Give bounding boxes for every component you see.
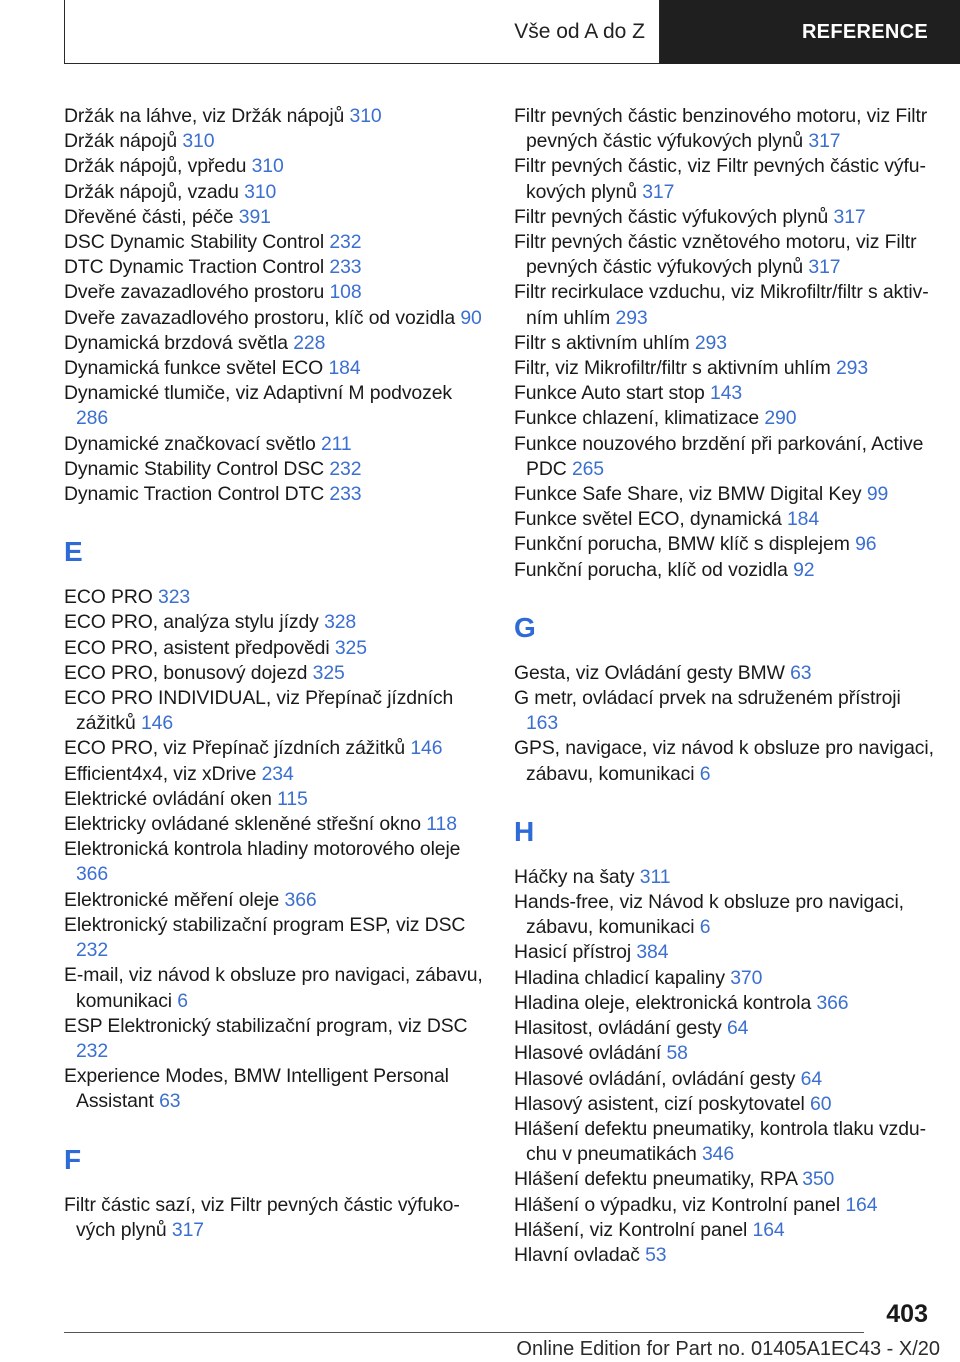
index-entry bbox=[514, 205, 934, 230]
index-entry-text: DSC Dynamic Stability Control bbox=[64, 231, 325, 254]
index-entry bbox=[514, 966, 934, 991]
index-entry bbox=[64, 154, 484, 179]
index-entry-text: Dřevěné části, péče bbox=[64, 205, 234, 228]
index-page-link[interactable]: 92 bbox=[793, 558, 815, 581]
index-entry-text: Filtr pevných částic vznětového motoru, viz Filtr pevných částic výfukových plynů bbox=[514, 231, 917, 279]
index-entry bbox=[514, 331, 934, 356]
index-page-link[interactable]: 346 bbox=[701, 1143, 735, 1166]
index-entry-text: Držák nápojů, vzadu bbox=[64, 180, 239, 203]
index-entry-text: Elektronické měření oleje bbox=[64, 888, 280, 911]
index-entry bbox=[64, 1193, 484, 1243]
index-entry-text: Elektronická kontrola hladiny motorového oleje bbox=[64, 838, 461, 861]
index-page-link[interactable]: 265 bbox=[571, 457, 604, 480]
index-entry bbox=[64, 736, 484, 761]
index-entry-text: Držák nápojů bbox=[64, 130, 178, 153]
index-entry bbox=[64, 1014, 484, 1064]
index-page-link[interactable]: 146 bbox=[410, 737, 443, 760]
index-page-link[interactable]: 317 bbox=[642, 180, 675, 203]
index-entry-text: Dynamic Stability Control DSC bbox=[64, 457, 325, 480]
index-entry-text: E-mail, viz návod k obsluze pro navigaci, zábavu, komunikaci bbox=[64, 964, 483, 1012]
index-entry-text: Elektricky ovládané skleněné střešní okno bbox=[64, 813, 421, 836]
index-page-link[interactable]: 310 bbox=[244, 180, 277, 203]
index-entry-text: Dynamické značkovací světlo bbox=[64, 432, 316, 455]
index-entry-text: Filtr částic sazí, viz Filtr pevných částic výfukových plynů bbox=[64, 1193, 460, 1241]
index-page-link[interactable]: 366 bbox=[76, 863, 109, 886]
index-entry-text: ECO PRO, bonusový dojezd bbox=[64, 661, 308, 684]
index-entry bbox=[514, 507, 934, 532]
index-page-link[interactable]: 99 bbox=[866, 483, 889, 506]
index-entry-text: Funkční porucha, klíč od vozidla bbox=[514, 558, 788, 581]
index-entry bbox=[514, 1193, 934, 1218]
index-letter-heading: F bbox=[64, 1143, 82, 1175]
index-entry-text: ECO PRO INDIVIDUAL, viz Přepínač jízdních zážitků bbox=[64, 687, 454, 735]
index-entry bbox=[64, 812, 484, 837]
section-title: Vše od A do Z bbox=[64, 0, 660, 64]
index-page-link[interactable]: 233 bbox=[329, 256, 362, 279]
index-entry-text: Filtr recirkulace vzduchu, viz Mikrofiltr/filtr s aktivním uhlím bbox=[514, 281, 929, 329]
index-entry-text: Elektronický stabilizační program ESP, viz DSC bbox=[64, 913, 466, 936]
index-page-link[interactable]: 232 bbox=[76, 1039, 109, 1062]
index-entry bbox=[514, 356, 934, 381]
index-page-link[interactable]: 293 bbox=[835, 357, 869, 380]
index-entry bbox=[514, 1167, 934, 1192]
index-page-link[interactable]: 53 bbox=[645, 1243, 667, 1266]
index-entry-text: DTC Dynamic Traction Control bbox=[64, 256, 325, 279]
index-entry-text: Hlášení o výpadku, viz Kontrolní panel bbox=[514, 1193, 841, 1216]
index-entry-text: Hlášení defektu pneumatiky, RPA bbox=[514, 1168, 797, 1191]
index-entry bbox=[514, 1041, 934, 1066]
index-entry bbox=[64, 585, 484, 610]
index-entry bbox=[64, 837, 484, 887]
index-page-link[interactable]: 366 bbox=[284, 888, 317, 911]
index-page-link[interactable]: 290 bbox=[764, 407, 797, 430]
index-page-link[interactable]: 6 bbox=[699, 916, 711, 939]
index-entry-text: Hlášení defektu pneumatiky, kontrola tlaku vzduchu v pneumatikách bbox=[514, 1117, 927, 1166]
index-entry bbox=[514, 104, 934, 154]
index-entry-text: Háčky na šaty bbox=[514, 865, 635, 888]
index-entry-text: Dveře zavazadlového prostoru bbox=[64, 281, 325, 304]
index-entry bbox=[64, 1064, 484, 1114]
index-entry bbox=[64, 255, 484, 280]
index-entry bbox=[64, 230, 484, 255]
index-entry-text: G metr, ovládací prvek na sdruženém přístroji bbox=[514, 687, 901, 710]
index-entry bbox=[64, 306, 484, 331]
index-entry-text: Funkce Auto start stop bbox=[514, 382, 705, 405]
index-entry bbox=[514, 991, 934, 1016]
index-page-link[interactable]: 163 bbox=[526, 712, 559, 735]
index-entry-text: Elektrické ovládání oken bbox=[64, 787, 272, 810]
index-page-link[interactable]: 366 bbox=[816, 991, 849, 1014]
index-column-right bbox=[514, 104, 934, 1268]
index-letter-heading: H bbox=[514, 815, 535, 847]
index-entry bbox=[64, 205, 484, 230]
footer bbox=[0, 1336, 960, 1362]
index-entry-text: Hlášení, viz Kontrolní panel bbox=[514, 1218, 748, 1241]
index-page-link[interactable]: 228 bbox=[293, 331, 326, 354]
index-page-link[interactable]: 143 bbox=[710, 382, 743, 405]
index-entry bbox=[64, 762, 484, 787]
index-entry-text: Filtr pevných částic výfukových plynů bbox=[514, 205, 829, 228]
index-page-link[interactable]: 96 bbox=[855, 533, 877, 556]
index-entry-text: ECO PRO, asistent předpovědi bbox=[64, 636, 330, 659]
index-entry-text: Funkce nouzového brzdění při parkování, Active PDC bbox=[514, 432, 924, 480]
index-entry-text: Hladina oleje, elektronická kontrola bbox=[514, 991, 812, 1014]
index-entry bbox=[514, 736, 934, 786]
index-entry bbox=[514, 1243, 934, 1268]
index-entry-text: Dynamické tlumiče, viz Adaptivní M podvozek bbox=[64, 382, 452, 405]
index-page-link[interactable]: 311 bbox=[639, 865, 671, 888]
index-entry-text: Dynamická brzdová světla bbox=[64, 331, 288, 354]
index-entry bbox=[64, 482, 484, 507]
index-entry bbox=[64, 180, 484, 205]
index-entry-text: Dveře zavazadlového prostoru, klíč od vozidla bbox=[64, 306, 456, 329]
page-header bbox=[64, 0, 960, 64]
index-entry bbox=[514, 865, 934, 890]
index-entry-text: Hlasitost, ovládání gesty bbox=[514, 1017, 722, 1040]
index-page-link[interactable]: 232 bbox=[76, 939, 109, 962]
index-page-link[interactable]: 211 bbox=[320, 432, 352, 455]
index-entry bbox=[514, 432, 934, 482]
index-page-link[interactable]: 317 bbox=[808, 256, 841, 279]
index-entry bbox=[64, 610, 484, 635]
index-page-link[interactable]: 323 bbox=[158, 586, 191, 609]
index-entry bbox=[64, 280, 484, 305]
page-number: 403 bbox=[886, 1300, 928, 1328]
index-page-link[interactable]: 370 bbox=[730, 966, 763, 989]
index-columns bbox=[64, 104, 934, 1268]
index-page-link[interactable]: 232 bbox=[329, 457, 362, 480]
index-entry-text: Hlasový asistent, cizí poskytovatel bbox=[514, 1092, 805, 1115]
index-entry bbox=[64, 787, 484, 812]
index-column-left bbox=[64, 104, 484, 1268]
index-entry bbox=[64, 356, 484, 381]
index-entry-text: Filtr pevných částic, viz Filtr pevných částic výfukových plynů bbox=[514, 155, 926, 203]
index-entry bbox=[514, 532, 934, 557]
index-entry bbox=[514, 1218, 934, 1243]
index-entry bbox=[514, 661, 934, 686]
footer-rule bbox=[64, 1332, 864, 1333]
index-page-link[interactable]: 286 bbox=[76, 407, 109, 430]
index-entry-text: Funkce chlazení, klimatizace bbox=[514, 407, 760, 430]
index-entry-text: Dynamic Traction Control DTC bbox=[64, 483, 325, 506]
index-page-link[interactable]: 310 bbox=[182, 130, 215, 153]
index-entry-text: Hlavní ovladač bbox=[514, 1243, 640, 1266]
index-page-link[interactable]: 184 bbox=[328, 357, 361, 380]
index-page-link[interactable]: 6 bbox=[699, 762, 711, 785]
index-entry bbox=[514, 1016, 934, 1041]
index-page-link[interactable]: 293 bbox=[615, 306, 648, 329]
index-page-link[interactable]: 60 bbox=[810, 1092, 832, 1115]
index-entry-text: Filtr s aktivním uhlím bbox=[514, 331, 690, 354]
index-page-link[interactable]: 146 bbox=[140, 712, 174, 735]
index-entry-text: ECO PRO bbox=[64, 586, 153, 609]
index-entry-text: Hlasové ovládání, ovládání gesty bbox=[514, 1067, 796, 1090]
index-entry bbox=[64, 381, 484, 431]
index-entry-text: Hlasové ovládání bbox=[514, 1042, 662, 1065]
index-entry bbox=[64, 661, 484, 686]
index-page-link[interactable]: 164 bbox=[752, 1218, 785, 1241]
index-page-link[interactable]: 328 bbox=[324, 611, 357, 634]
index-entry-text: Dynamická funkce světel ECO bbox=[64, 357, 324, 380]
index-entry bbox=[514, 280, 934, 330]
index-entry bbox=[514, 482, 934, 507]
index-entry bbox=[514, 406, 934, 431]
index-page-link[interactable]: 184 bbox=[787, 508, 820, 531]
index-page-link[interactable]: 63 bbox=[790, 661, 812, 684]
index-letter-heading: E bbox=[64, 536, 83, 568]
index-page-link[interactable]: 58 bbox=[666, 1042, 688, 1065]
index-page-link[interactable]: 384 bbox=[636, 941, 669, 964]
index-entry-text: Funkční porucha, BMW klíč s displejem bbox=[514, 533, 850, 556]
index-entry-text: ESP Elektronický stabilizační program, viz DSC bbox=[64, 1014, 468, 1037]
index-entry-text: Hands-free, viz Návod k obsluze pro navigaci, zábavu, komunikaci bbox=[514, 891, 904, 939]
index-entry-text: Hladina chladicí kapaliny bbox=[514, 966, 725, 989]
index-entry-text: Funkce Safe Share, viz BMW Digital Key bbox=[514, 483, 862, 506]
index-entry-text: Hasicí přístroj bbox=[514, 941, 632, 964]
chapter-title: REFERENCE bbox=[660, 0, 960, 64]
index-entry-text: Držák na láhve, viz Držák nápojů bbox=[64, 105, 345, 127]
index-page-link[interactable]: 64 bbox=[800, 1067, 823, 1090]
index-entry bbox=[514, 381, 934, 406]
index-page-link[interactable]: 233 bbox=[329, 483, 362, 506]
index-page-link[interactable]: 317 bbox=[833, 205, 866, 228]
index-entry bbox=[514, 154, 934, 204]
index-page-link[interactable]: 90 bbox=[460, 306, 482, 329]
index-entry bbox=[64, 104, 484, 129]
index-page-link[interactable]: 310 bbox=[349, 105, 382, 127]
index-entry bbox=[64, 129, 484, 154]
index-entry-text: ECO PRO, viz Přepínač jízdních zážitků bbox=[64, 737, 406, 760]
index-page-link[interactable]: 232 bbox=[329, 231, 362, 254]
index-page-link[interactable]: 325 bbox=[334, 636, 367, 659]
index-page-link[interactable]: 118 bbox=[426, 813, 457, 836]
index-entry bbox=[64, 888, 484, 913]
index-entry-text: Držák nápojů, vpředu bbox=[64, 155, 247, 178]
index-entry-text: Filtr pevných částic benzinového motoru, viz Filtr pevných částic výfukových plynů bbox=[514, 105, 928, 153]
index-page-link[interactable]: 64 bbox=[726, 1017, 749, 1040]
index-entry bbox=[64, 457, 484, 482]
index-entry bbox=[514, 230, 934, 280]
index-entry-text: Gesta, viz Ovládání gesty BMW bbox=[514, 661, 785, 684]
index-entry-text: Funkce světel ECO, dynamická bbox=[514, 508, 782, 531]
index-page-link[interactable]: 164 bbox=[845, 1193, 878, 1216]
index-entry bbox=[514, 940, 934, 965]
index-entry bbox=[514, 558, 934, 583]
footer-text: Online Edition for Part no. 01405A1EC43 - X/20 bbox=[516, 1338, 940, 1360]
index-entry-text: GPS, navigace, viz návod k obsluze pro navigaci, zábavu, komunikaci bbox=[514, 737, 934, 785]
index-entry bbox=[64, 432, 484, 457]
index-page-link[interactable]: 63 bbox=[159, 1090, 181, 1113]
index-page-link[interactable]: 317 bbox=[171, 1218, 204, 1241]
index-entry bbox=[514, 1067, 934, 1092]
index-page-link[interactable]: 325 bbox=[312, 661, 345, 684]
index-letter-heading: G bbox=[514, 611, 536, 643]
index-entry bbox=[514, 1117, 934, 1167]
index-page-link[interactable]: 108 bbox=[329, 281, 362, 304]
index-entry bbox=[64, 636, 484, 661]
index-entry bbox=[64, 686, 484, 736]
index-page-link[interactable]: 391 bbox=[238, 205, 271, 228]
index-entry-text: ECO PRO, analýza stylu jízdy bbox=[64, 611, 319, 634]
index-entry bbox=[64, 913, 484, 963]
index-page-link[interactable]: 234 bbox=[261, 762, 294, 785]
index-page-link[interactable]: 115 bbox=[277, 787, 308, 810]
index-entry-text: Efficient4x4, viz xDrive bbox=[64, 762, 257, 785]
index-entry bbox=[514, 1092, 934, 1117]
index-page-link[interactable]: 293 bbox=[694, 331, 727, 354]
index-entry-text: Experience Modes, BMW Intelligent Personal Assistant bbox=[64, 1065, 449, 1113]
index-entry bbox=[514, 890, 934, 940]
index-entry-text: Filtr, viz Mikrofiltr/filtr s aktivním uhlím bbox=[514, 357, 831, 380]
index-page-link[interactable]: 350 bbox=[802, 1168, 835, 1191]
index-entry bbox=[64, 963, 484, 1013]
index-entry bbox=[514, 686, 934, 736]
index-page-link[interactable]: 6 bbox=[177, 989, 188, 1012]
index-entry bbox=[64, 331, 484, 356]
index-page-link[interactable]: 317 bbox=[808, 130, 841, 153]
index-page-link[interactable]: 310 bbox=[251, 155, 284, 178]
